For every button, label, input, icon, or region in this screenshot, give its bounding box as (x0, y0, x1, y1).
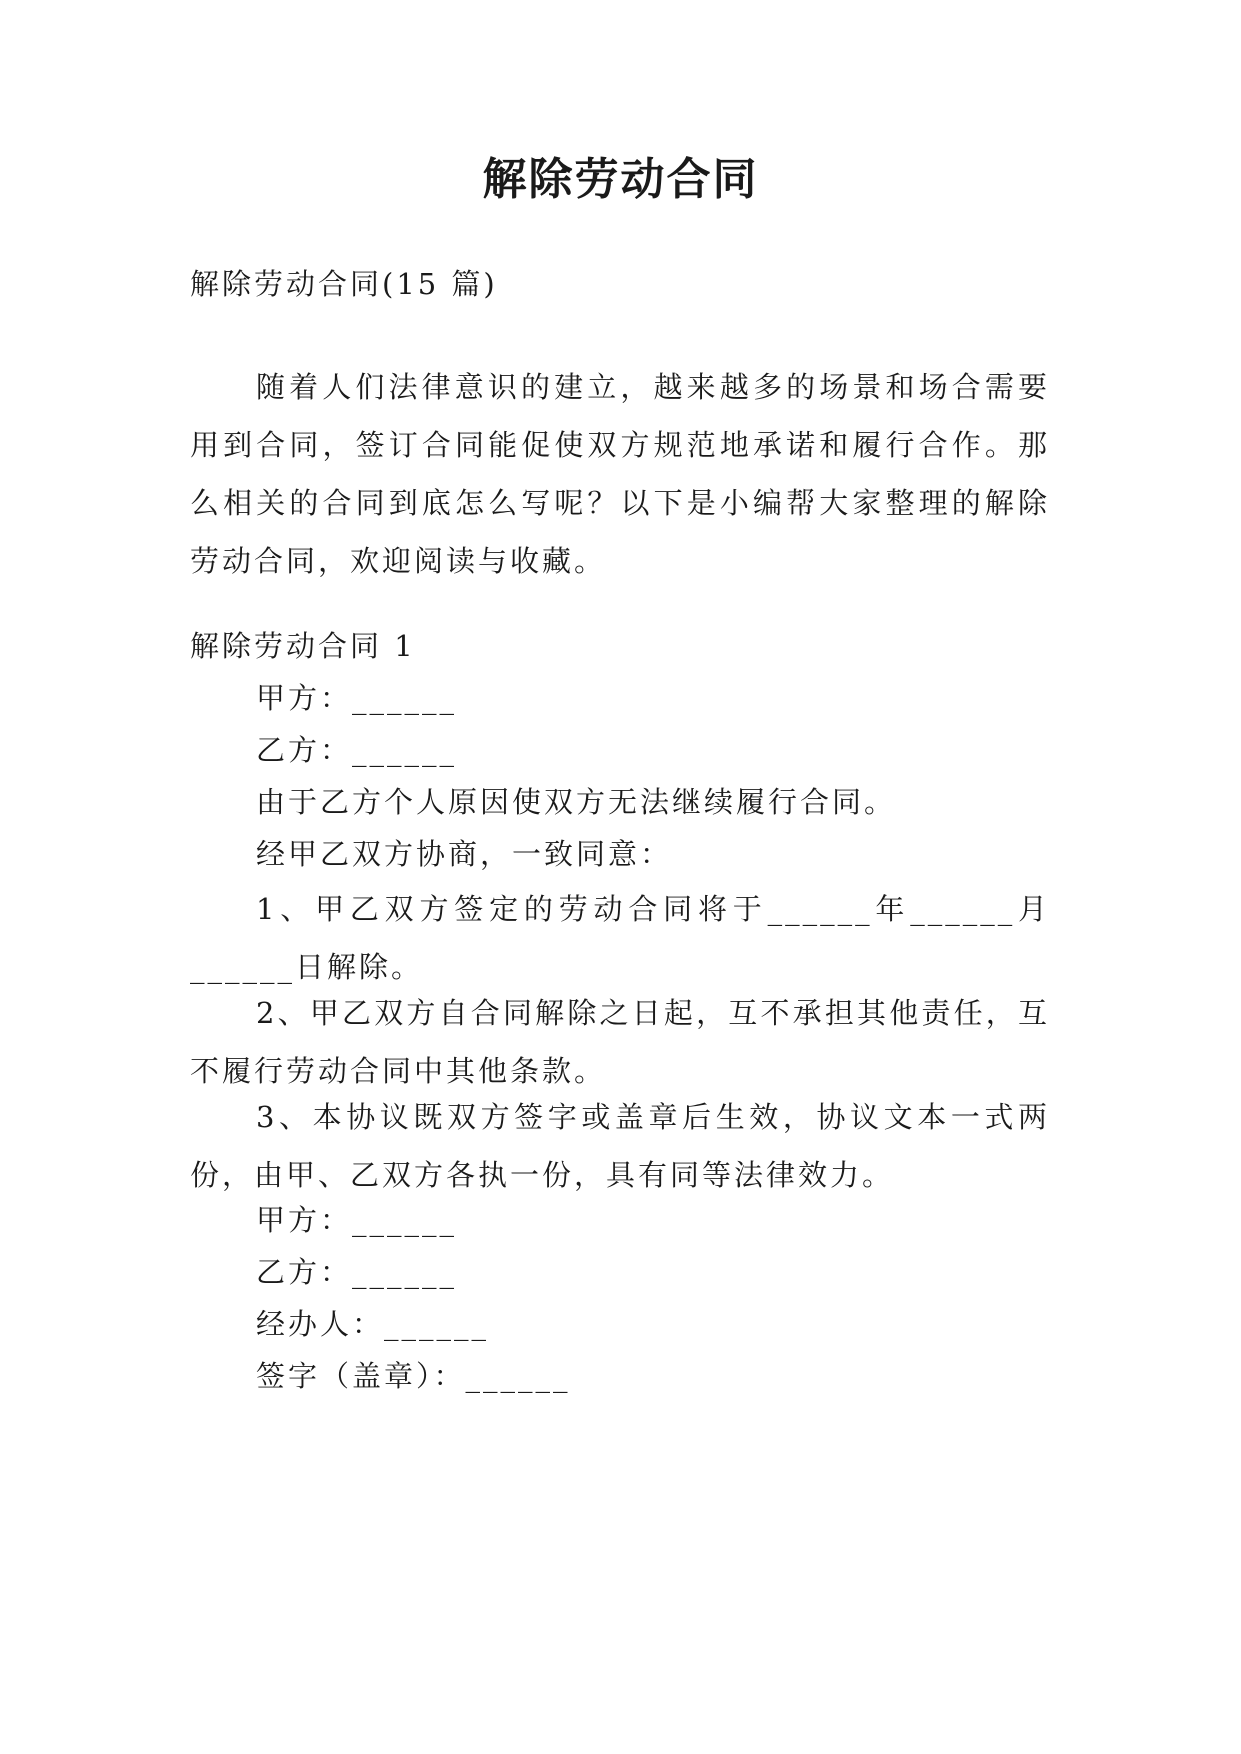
sign-party-b: 乙方：______ (256, 1255, 458, 1289)
sign-party-a: 甲方：______ (256, 1203, 458, 1237)
clause-1: 1、甲乙双方签定的劳动合同将于______年______月______日解除。 (190, 892, 1050, 984)
party-a-line: 甲方：______ (256, 681, 458, 715)
document-title: 解除劳动合同 (482, 154, 759, 205)
signature-line: 签字（盖章）：______ (256, 1359, 571, 1393)
agreement-line: 经甲乙双方协商，一致同意： (256, 837, 673, 871)
document-subtitle: 解除劳动合同(15 篇) (190, 267, 498, 301)
party-b-line: 乙方：______ (256, 733, 458, 767)
intro-paragraph: 随着人们法律意识的建立，越来越多的场景和场合需要用到合同，签订合同能促使双方规范地承诺和履行合作。那么相关的合同到底怎么写呢？以下是小编帮大家整理的解除劳动合同，欢迎阅读与收藏。 (190, 370, 1050, 578)
reason-line: 由于乙方个人原因使双方无法继续履行合同。 (256, 785, 897, 819)
handler-line: 经办人：______ (256, 1307, 490, 1341)
section-heading: 解除劳动合同 1 (190, 629, 416, 663)
clause-3: 3、本协议既双方签字或盖章后生效，协议文本一式两份，由甲、乙双方各执一份，具有同等法律效力。 (190, 1100, 1050, 1192)
clause-2: 2、甲乙双方自合同解除之日起，互不承担其他责任，互不履行劳动合同中其他条款。 (190, 996, 1050, 1088)
